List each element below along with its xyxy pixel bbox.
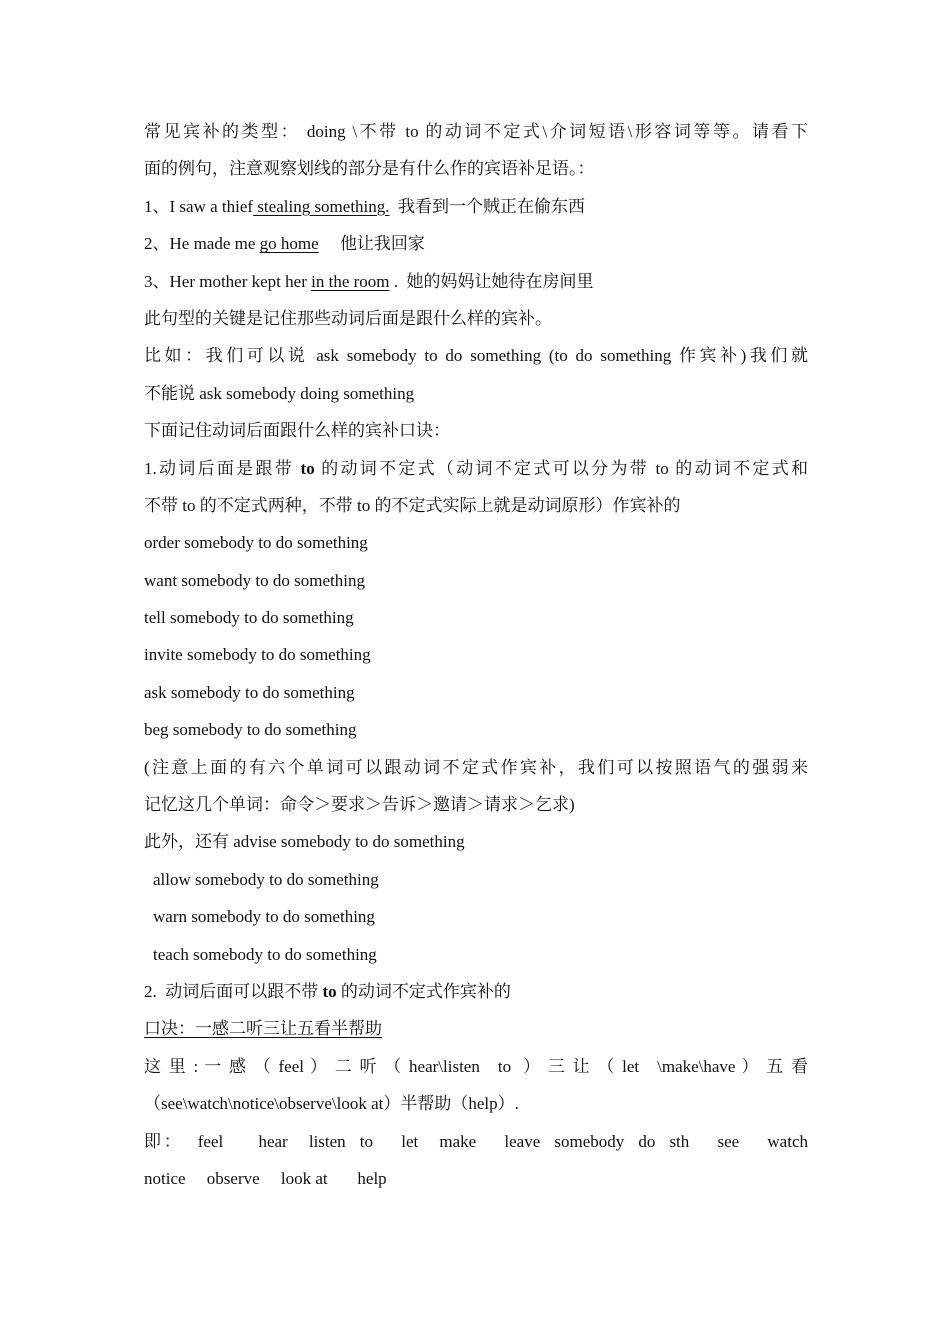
example-sentence-3 — [144, 263, 808, 300]
section-2-heading-bold: to — [322, 981, 337, 1001]
section-2-list-line-1: 即： feel hear listen to let make leave somebody do sth see watch — [144, 1131, 808, 1151]
to-verb-item-want: want somebody to do something — [144, 570, 365, 590]
section-2-heading-pre: 2. 动词后面可以跟不带 — [144, 981, 323, 1001]
to-verb-item-order: order somebody to do something — [144, 533, 368, 553]
example-text: 3、Her mother kept her — [144, 271, 312, 291]
to-verb-item-invite: invite somebody to do something — [144, 645, 371, 665]
rhyme-text: 口决：一感二听三让五看半帮助 — [144, 1019, 382, 1039]
ask-example-line-2: 不能说 ask somebody doing something — [144, 383, 415, 403]
intro-line-1: 常见宾补的类型： doing \不带 to 的动词不定式\介词短语\形容词等等。请看下 — [144, 122, 808, 141]
document-body — [144, 113, 808, 1197]
to-verb-item-beg: beg somebody to do something — [144, 720, 357, 740]
example-translation: 我看到一个贼正在偷东西 — [389, 196, 586, 216]
section-1-heading-pre: 1.动词后面是跟带 — [144, 458, 301, 478]
additional-verb-teach: teach somebody to do something — [153, 944, 377, 964]
example-sentence-1 — [144, 188, 808, 225]
to-verb-item-ask: ask somebody to do something — [144, 682, 355, 702]
example-text: 1、I saw a thief — [144, 196, 254, 216]
to-verb-item-tell: tell somebody to do something — [144, 608, 354, 628]
example-underlined-complement: go home — [259, 234, 319, 254]
section-1-heading-post: 的动词不定式（动词不定式可以分为带 to 的动词不定式和 — [314, 458, 808, 478]
section-1-heading-bold: to — [300, 458, 315, 478]
example-translation: 他让我回家 — [318, 234, 425, 254]
ask-example-line-1: 比如：我们可以说 ask somebody to do something (to do something 作宾补)我们就 — [144, 346, 808, 366]
key-point-line: 此句型的关键是记住那些动词后面是跟什么样的宾补。 — [144, 308, 552, 328]
mnemonic-intro: 下面记住动词后面跟什么样的宾补口诀： — [144, 421, 450, 441]
section-1-heading — [144, 450, 808, 487]
section-2-explain-line-2: （see\watch\notice\observe\look at）半帮助（help）. — [144, 1094, 519, 1114]
section-2-heading — [144, 973, 808, 1010]
note-line-2: 记忆这几个单词：命令＞要求＞告诉＞邀请＞请求＞乞求) — [144, 795, 575, 815]
example-text: 2、He made me — [144, 234, 260, 254]
example-underlined-complement: stealing something. — [253, 196, 390, 216]
section-2-rhyme — [144, 1010, 808, 1047]
example-underlined-complement: in the room — [311, 271, 390, 291]
section-2-explain-line-1: 这 里 : 一 感 （ feel ） 二 听 （ hear\listen to ） 三 让 （ let \make\have ） 五 看 — [144, 1056, 808, 1076]
intro-line-2: 面的例句，注意观察划线的部分是有什么作的宾语补足语。： — [144, 159, 595, 179]
section-2-heading-post: 的动词不定式作宾补的 — [336, 981, 511, 1001]
additional-verb-warn: warn somebody to do something — [153, 907, 375, 927]
example-translation: . 她的妈妈让她待在房间里 — [389, 271, 594, 291]
section-2-list-line-2: notice observe look at help — [144, 1168, 387, 1188]
additional-verb-advise: 此外，还有 advise somebody to do something — [144, 832, 465, 852]
example-sentence-2 — [144, 225, 808, 262]
additional-verb-allow: allow somebody to do something — [153, 869, 379, 889]
section-1-line-2: 不带 to 的不定式两种，不带 to 的不定式实际上就是动词原形）作宾补的 — [144, 495, 681, 515]
note-line-1: (注意上面的有六个单词可以跟动词不定式作宾补，我们可以按照语气的强弱来 — [144, 757, 808, 777]
